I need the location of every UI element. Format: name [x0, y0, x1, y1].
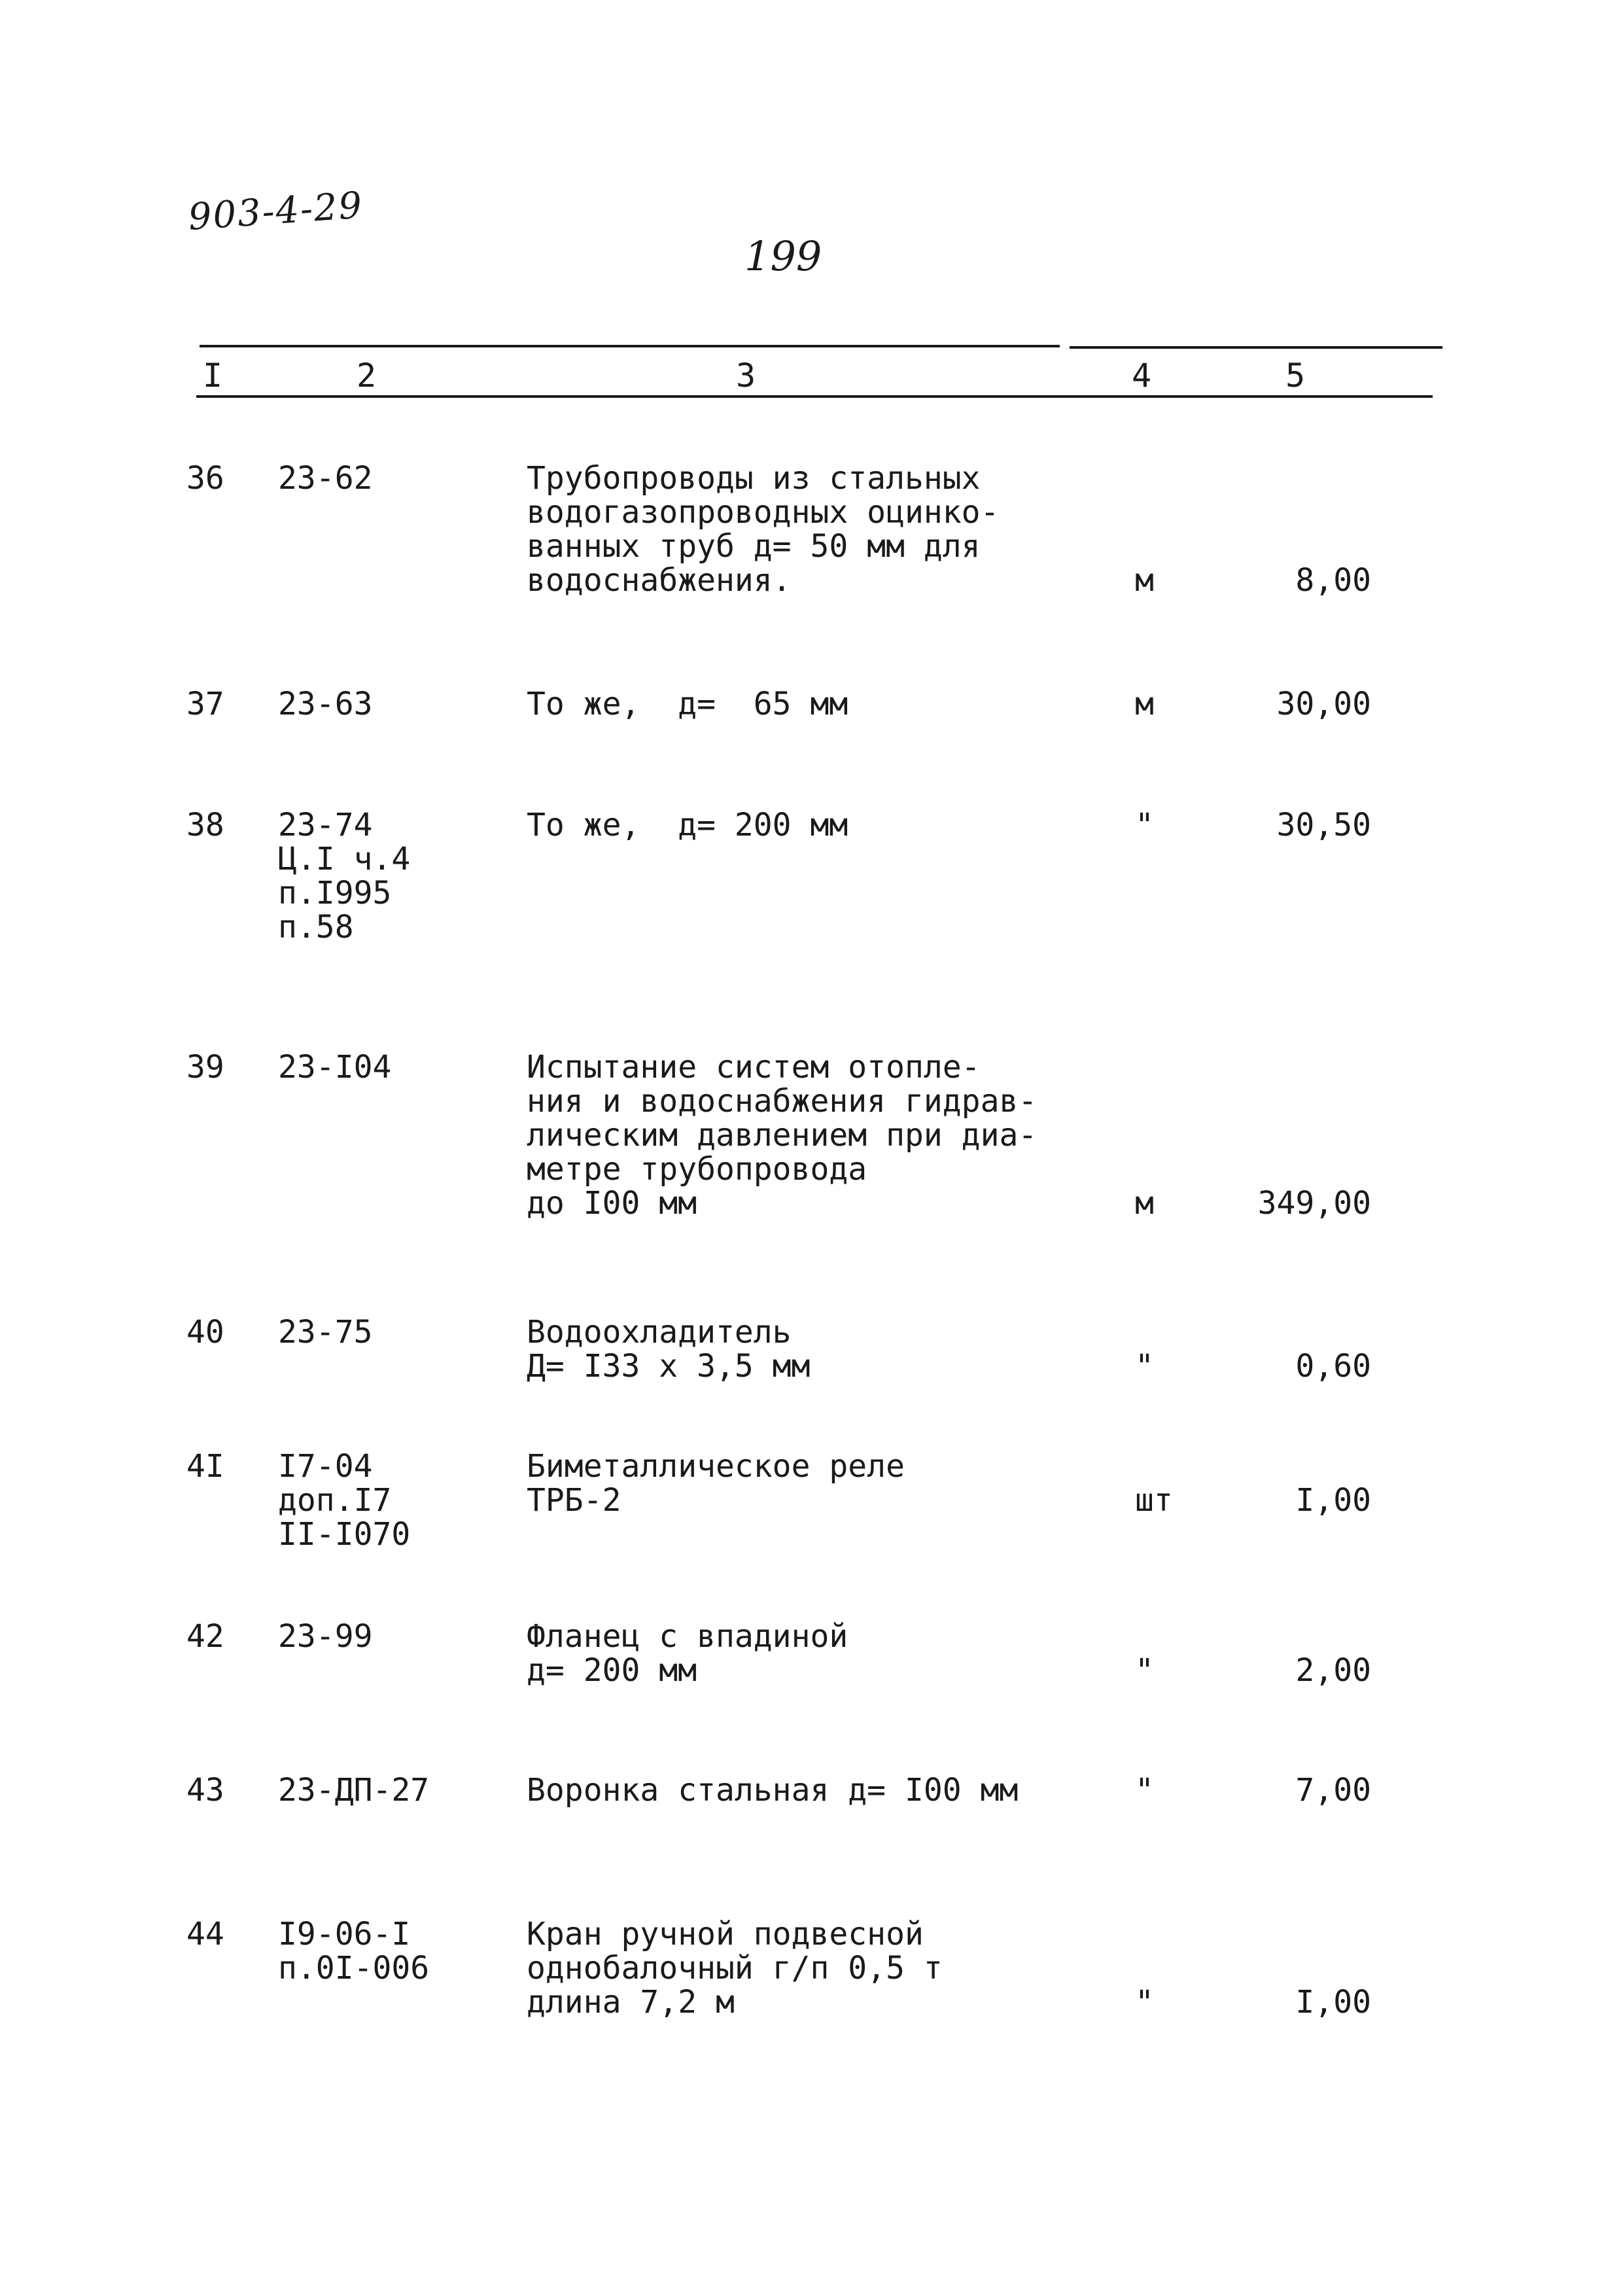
row-quantity: 30,00: [1276, 686, 1371, 722]
row-description-line: ния и водоснабжения гидрав-: [527, 1083, 1038, 1120]
column-header-1: I: [203, 357, 223, 395]
row-unit: ": [1135, 1772, 1154, 1809]
row-quantity: 2,00: [1295, 1652, 1371, 1689]
row-unit: ": [1135, 807, 1154, 843]
row-code-line: доп.I7: [278, 1482, 392, 1519]
row-quantity: I,00: [1295, 1482, 1371, 1519]
row-description-line: ТРБ-2: [527, 1482, 621, 1519]
row-unit: ": [1135, 1652, 1154, 1689]
row-description-line: лическим давлением при диа-: [527, 1117, 1038, 1154]
row-description-line: Кран ручной подвесной: [527, 1916, 924, 1952]
row-quantity: 7,00: [1295, 1772, 1371, 1809]
row-number: 42: [186, 1618, 224, 1655]
document-code: 903-4-29: [186, 184, 365, 239]
row-quantity: 349,00: [1257, 1185, 1371, 1222]
row-code-line: п.0I-006: [278, 1950, 430, 1987]
row-number: 40: [186, 1314, 224, 1351]
row-description-line: Д= I33 х 3,5 мм: [527, 1348, 811, 1385]
header-bottom-rule: [196, 395, 1433, 398]
row-quantity: 30,50: [1276, 807, 1371, 843]
row-description-line: Фланец с впадиной: [527, 1618, 848, 1655]
row-code-line: I7-04: [278, 1448, 373, 1485]
row-code-line: I9-06-I: [278, 1916, 411, 1952]
row-unit: ": [1135, 1348, 1154, 1385]
row-code-line: 23-ДП-27: [278, 1772, 430, 1809]
row-quantity: I,00: [1295, 1984, 1371, 2021]
row-description-line: Трубопроводы из стальных: [527, 460, 981, 497]
row-description-line: водогазопроводных оцинко-: [527, 494, 1000, 531]
header-top-rule-right: [1070, 346, 1442, 349]
row-code-line: п.58: [278, 909, 354, 945]
row-number: 37: [186, 686, 224, 722]
row-quantity: 8,00: [1295, 562, 1371, 599]
row-description-line: однобалочный г/п 0,5 т: [527, 1950, 943, 1987]
row-number: 44: [186, 1916, 224, 1952]
row-quantity: 0,60: [1295, 1348, 1371, 1385]
row-code-line: 23-62: [278, 460, 373, 497]
row-description-line: Воронка стальная д= I00 мм: [527, 1772, 1019, 1809]
row-description-line: водоснабжения.: [527, 562, 792, 599]
row-number: 39: [186, 1049, 224, 1086]
column-header-2: 2: [357, 357, 377, 395]
row-description-line: до I00 мм: [527, 1185, 697, 1222]
row-number: 43: [186, 1772, 224, 1809]
row-description-line: длина 7,2 м: [527, 1984, 735, 2021]
row-description-line: Испытание систем отопле-: [527, 1049, 981, 1086]
row-unit: м: [1135, 1185, 1154, 1222]
column-header-3: 3: [736, 357, 756, 395]
row-description-line: То же, д= 65 мм: [527, 686, 848, 722]
row-description-line: метре трубопровода: [527, 1151, 867, 1188]
row-description-line: Водоохладитель: [527, 1314, 792, 1351]
row-unit: шт: [1135, 1482, 1173, 1519]
row-code-line: Ц.I ч.4: [278, 841, 411, 877]
row-unit: м: [1135, 562, 1154, 599]
row-code-line: 23-I04: [278, 1049, 392, 1086]
row-unit: м: [1135, 686, 1154, 722]
row-code-line: 23-99: [278, 1618, 373, 1655]
column-header-5: 5: [1285, 357, 1306, 395]
row-code-line: II-I070: [278, 1516, 411, 1553]
row-description-line: То же, д= 200 мм: [527, 807, 848, 843]
row-description-line: д= 200 мм: [527, 1652, 697, 1689]
row-description-line: Биметаллическое реле: [527, 1448, 905, 1485]
row-code-line: 23-63: [278, 686, 373, 722]
row-code-line: 23-75: [278, 1314, 373, 1351]
row-description-line: ванных труб д= 50 мм для: [527, 528, 981, 565]
row-number: 36: [186, 460, 224, 497]
row-unit: ": [1135, 1984, 1154, 2021]
header-top-rule-left: [200, 345, 1060, 347]
row-number: 4I: [186, 1448, 224, 1485]
column-header-4: 4: [1132, 357, 1152, 395]
page-number: 199: [744, 232, 822, 280]
row-number: 38: [186, 807, 224, 843]
row-code-line: п.I995: [278, 875, 392, 911]
row-code-line: 23-74: [278, 807, 373, 843]
